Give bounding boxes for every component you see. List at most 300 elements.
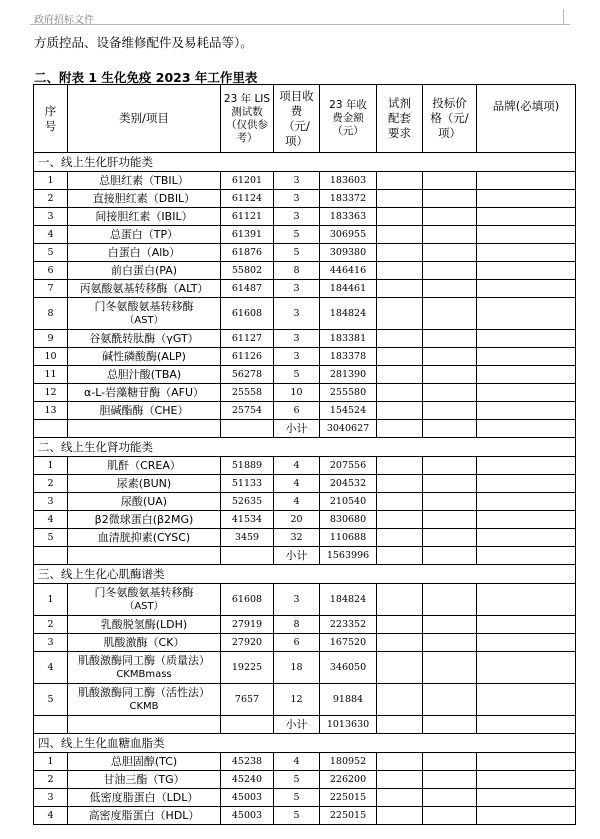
row-brand <box>477 652 576 684</box>
row-fee: 6 <box>274 402 320 420</box>
subtotal-label: 小计 <box>274 420 320 438</box>
row-amount: 306955 <box>320 226 377 244</box>
row-item-name <box>68 511 221 529</box>
row-fee: 3 <box>274 298 320 330</box>
row-number: 12 <box>34 384 68 402</box>
row-tests: 61121 <box>221 208 274 226</box>
row-brand <box>477 789 576 807</box>
row-brand <box>477 208 576 226</box>
subtotal-blank-reagent <box>377 547 423 565</box>
row-fee: 3 <box>274 348 320 366</box>
row-fee: 3 <box>274 584 320 616</box>
row-bid-price <box>423 789 477 807</box>
row-tests: 51133 <box>221 475 274 493</box>
row-amount: 184824 <box>320 584 377 616</box>
row-brand <box>477 584 576 616</box>
item-name-line: 肌酸激酶同工酶（活性法） <box>78 685 210 699</box>
row-bid-price <box>423 634 477 652</box>
row-fee: 6 <box>274 634 320 652</box>
table-row <box>34 457 576 475</box>
item-name-line: α-L-岩藻糖苷酶（AFU） <box>83 385 205 399</box>
row-brand <box>477 753 576 771</box>
item-name-line: 门冬氨酸氨基转移酶 <box>94 585 194 599</box>
item-name-line-2: CKMBmass <box>116 668 172 680</box>
item-name-line: 白蛋白（Alb） <box>107 245 181 259</box>
row-bid-price <box>423 298 477 330</box>
item-name-line: 总胆红素（TBIL） <box>99 173 189 187</box>
row-item-name <box>68 348 221 366</box>
row-reagent <box>377 652 423 684</box>
table-row <box>34 684 576 716</box>
row-bid-price <box>423 807 477 825</box>
table-row <box>34 753 576 771</box>
row-item-name <box>68 493 221 511</box>
row-amount: 830680 <box>320 511 377 529</box>
table-row <box>34 475 576 493</box>
row-number: 4 <box>34 511 68 529</box>
table-header-row <box>34 85 576 153</box>
table-row <box>34 226 576 244</box>
table-row <box>34 616 576 634</box>
row-brand <box>477 616 576 634</box>
item-name-line: 总蛋白（TP） <box>109 227 179 241</box>
row-reagent <box>377 348 423 366</box>
intro-line: 方质控品、设备维修配件及易耗品等）。 <box>34 35 253 50</box>
row-item-name <box>68 789 221 807</box>
row-brand <box>477 807 576 825</box>
subtotal-label: 小计 <box>274 547 320 565</box>
subtotal-amount: 1013630 <box>320 716 377 734</box>
subtotal-amount: 1563996 <box>320 547 377 565</box>
row-reagent <box>377 330 423 348</box>
page-header-rule <box>30 6 570 25</box>
table-row <box>34 493 576 511</box>
row-bid-price <box>423 280 477 298</box>
row-number: 1 <box>34 584 68 616</box>
row-brand <box>477 511 576 529</box>
row-brand <box>477 384 576 402</box>
row-amount: 183372 <box>320 190 377 208</box>
row-reagent <box>377 634 423 652</box>
row-brand <box>477 348 576 366</box>
item-name-line: 乳酸脱氢酶(LDH) <box>100 617 188 631</box>
row-bid-price <box>423 457 477 475</box>
row-number: 3 <box>34 634 68 652</box>
row-item-name <box>68 475 221 493</box>
header-income: 23 年收费金额（元） <box>320 85 377 153</box>
row-item-name <box>68 190 221 208</box>
subtotal-blank-item <box>68 420 221 438</box>
row-reagent <box>377 529 423 547</box>
table-row <box>34 208 576 226</box>
subtotal-blank-tests <box>221 547 274 565</box>
row-brand <box>477 280 576 298</box>
row-amount: 91884 <box>320 684 377 716</box>
row-item-name <box>68 584 221 616</box>
row-fee: 4 <box>274 753 320 771</box>
row-brand <box>477 634 576 652</box>
item-name-line: 肌酸激酶（CK） <box>103 635 185 649</box>
row-fee: 5 <box>274 789 320 807</box>
row-bid-price <box>423 208 477 226</box>
row-amount: 204532 <box>320 475 377 493</box>
row-bid-price <box>423 244 477 262</box>
table-row <box>34 366 576 384</box>
section-title: 二、附表 1 生化免疫 2023 年工作里表 <box>34 70 258 85</box>
row-amount: 110688 <box>320 529 377 547</box>
item-name-line: 丙氨酸氨基转移酶（ALT） <box>79 281 209 295</box>
row-amount: 255580 <box>320 384 377 402</box>
subtotal-blank-tests <box>221 420 274 438</box>
row-amount: 225015 <box>320 807 377 825</box>
row-bid-price <box>423 511 477 529</box>
row-tests: 45003 <box>221 789 274 807</box>
row-reagent <box>377 366 423 384</box>
row-brand <box>477 226 576 244</box>
row-reagent <box>377 280 423 298</box>
row-fee: 8 <box>274 262 320 280</box>
row-tests: 61608 <box>221 298 274 330</box>
subtotal-blank-reagent <box>377 716 423 734</box>
row-brand <box>477 262 576 280</box>
item-name-line: 高密度脂蛋白（HDL） <box>88 808 200 822</box>
row-amount: 223352 <box>320 616 377 634</box>
row-number: 1 <box>34 457 68 475</box>
row-tests: 61127 <box>221 330 274 348</box>
table-row <box>34 172 576 190</box>
row-fee: 5 <box>274 226 320 244</box>
subtotal-blank-item <box>68 716 221 734</box>
category-title: 一、线上生化肝功能类 <box>34 153 576 172</box>
row-reagent <box>377 402 423 420</box>
row-tests: 25754 <box>221 402 274 420</box>
subtotal-blank-brand <box>477 716 576 734</box>
row-item-name <box>68 634 221 652</box>
row-number: 3 <box>34 789 68 807</box>
item-name-line: 血清胱抑素(CYSC) <box>97 530 191 544</box>
row-reagent <box>377 584 423 616</box>
row-fee: 3 <box>274 208 320 226</box>
row-tests: 61608 <box>221 584 274 616</box>
row-brand <box>477 172 576 190</box>
subtotal-blank-bid <box>423 716 477 734</box>
row-item-name <box>68 616 221 634</box>
table-row <box>34 384 576 402</box>
item-name-line: 尿酸(UA) <box>120 494 168 508</box>
row-fee: 3 <box>274 190 320 208</box>
row-number: 7 <box>34 280 68 298</box>
row-reagent <box>377 190 423 208</box>
row-amount: 167520 <box>320 634 377 652</box>
row-amount: 225015 <box>320 789 377 807</box>
row-tests: 61391 <box>221 226 274 244</box>
table-row <box>34 348 576 366</box>
category-row <box>34 734 576 753</box>
table-row <box>34 330 576 348</box>
row-number: 4 <box>34 226 68 244</box>
header-brand: 品牌(必填项) <box>477 85 576 153</box>
subtotal-row <box>34 716 576 734</box>
subtotal-row <box>34 547 576 565</box>
item-name-line: 总胆固醇(TC) <box>110 754 178 768</box>
table-row <box>34 652 576 684</box>
subtotal-blank-reagent <box>377 420 423 438</box>
row-bid-price <box>423 330 477 348</box>
row-tests: 45238 <box>221 753 274 771</box>
row-tests: 52635 <box>221 493 274 511</box>
row-bid-price <box>423 172 477 190</box>
header-seq: 序号 <box>34 85 68 153</box>
category-row <box>34 438 576 457</box>
row-tests: 27919 <box>221 616 274 634</box>
row-item-name <box>68 684 221 716</box>
row-reagent <box>377 457 423 475</box>
row-bid-price <box>423 584 477 616</box>
row-reagent <box>377 172 423 190</box>
row-tests: 3459 <box>221 529 274 547</box>
row-amount: 183378 <box>320 348 377 366</box>
subtotal-blank-brand <box>477 547 576 565</box>
workload-table <box>33 84 576 825</box>
category-title: 三、线上生化心肌酶谱类 <box>34 565 576 584</box>
row-fee: 18 <box>274 652 320 684</box>
row-item-name <box>68 366 221 384</box>
row-brand <box>477 684 576 716</box>
row-bid-price <box>423 475 477 493</box>
row-amount: 309380 <box>320 244 377 262</box>
row-brand <box>477 529 576 547</box>
row-amount: 183363 <box>320 208 377 226</box>
header-reagent: 试剂配套要求 <box>377 85 423 153</box>
row-number: 5 <box>34 684 68 716</box>
item-name-line: β2微球蛋白(β2MG) <box>94 512 194 526</box>
row-bid-price <box>423 262 477 280</box>
row-reagent <box>377 262 423 280</box>
row-bid-price <box>423 684 477 716</box>
subtotal-blank-seq <box>34 716 68 734</box>
table-row <box>34 634 576 652</box>
row-amount: 183381 <box>320 330 377 348</box>
table-row <box>34 789 576 807</box>
row-brand <box>477 330 576 348</box>
row-brand <box>477 493 576 511</box>
subtotal-blank-tests <box>221 716 274 734</box>
row-amount: 210540 <box>320 493 377 511</box>
table-row <box>34 190 576 208</box>
row-item-name <box>68 529 221 547</box>
row-number: 8 <box>34 298 68 330</box>
row-tests: 51889 <box>221 457 274 475</box>
row-number: 4 <box>34 652 68 684</box>
subtotal-blank-brand <box>477 420 576 438</box>
table-row <box>34 280 576 298</box>
row-brand <box>477 771 576 789</box>
row-amount: 184461 <box>320 280 377 298</box>
table-row <box>34 244 576 262</box>
row-number: 2 <box>34 190 68 208</box>
row-reagent <box>377 208 423 226</box>
item-name-line: 肌酸激酶同工酶（质量法） <box>78 653 210 667</box>
row-bid-price <box>423 366 477 384</box>
row-number: 1 <box>34 753 68 771</box>
row-fee: 4 <box>274 457 320 475</box>
row-amount: 184824 <box>320 298 377 330</box>
row-bid-price <box>423 226 477 244</box>
page-header-label: 政府招标文件 <box>34 15 94 26</box>
row-number: 2 <box>34 616 68 634</box>
row-tests: 61126 <box>221 348 274 366</box>
row-amount: 226200 <box>320 771 377 789</box>
row-bid-price <box>423 771 477 789</box>
row-amount: 180952 <box>320 753 377 771</box>
row-number: 2 <box>34 475 68 493</box>
row-fee: 3 <box>274 280 320 298</box>
header-item: 类别/项目 <box>68 85 221 153</box>
row-bid-price <box>423 616 477 634</box>
row-item-name <box>68 208 221 226</box>
row-bid-price <box>423 348 477 366</box>
row-fee: 5 <box>274 244 320 262</box>
item-name-line: 胆碱酯酶（CHE） <box>99 403 189 417</box>
row-amount: 346050 <box>320 652 377 684</box>
row-number: 10 <box>34 348 68 366</box>
subtotal-amount: 3040627 <box>320 420 377 438</box>
row-tests: 27920 <box>221 634 274 652</box>
row-reagent <box>377 753 423 771</box>
item-name-line-2: （AST） <box>124 600 164 612</box>
row-item-name <box>68 172 221 190</box>
row-fee: 32 <box>274 529 320 547</box>
item-name-line: 低密度脂蛋白（LDL） <box>89 790 199 804</box>
row-fee: 10 <box>274 384 320 402</box>
category-row <box>34 565 576 584</box>
item-name-line: 肌酐（CREA） <box>107 458 181 472</box>
row-amount: 183603 <box>320 172 377 190</box>
row-fee: 12 <box>274 684 320 716</box>
category-row <box>34 153 576 172</box>
row-tests: 61487 <box>221 280 274 298</box>
row-reagent <box>377 684 423 716</box>
row-item-name <box>68 652 221 684</box>
item-name-line: 尿素(BUN) <box>116 476 172 490</box>
row-number: 9 <box>34 330 68 348</box>
item-name-line-2: CKMB <box>129 700 159 712</box>
row-tests: 55802 <box>221 262 274 280</box>
row-number: 2 <box>34 771 68 789</box>
item-name-line: 间接胆红素（IBIL） <box>95 209 193 223</box>
row-number: 5 <box>34 244 68 262</box>
row-item-name <box>68 330 221 348</box>
row-fee: 4 <box>274 475 320 493</box>
header-bid-price: 投标价格（元/项） <box>423 85 477 153</box>
table-row <box>34 402 576 420</box>
row-brand <box>477 457 576 475</box>
row-reagent <box>377 298 423 330</box>
row-number: 5 <box>34 529 68 547</box>
row-tests: 56278 <box>221 366 274 384</box>
row-tests: 19225 <box>221 652 274 684</box>
category-title: 四、线上生化血糖血脂类 <box>34 734 576 753</box>
row-item-name <box>68 402 221 420</box>
row-reagent <box>377 616 423 634</box>
row-reagent <box>377 807 423 825</box>
row-reagent <box>377 789 423 807</box>
row-amount: 446416 <box>320 262 377 280</box>
row-fee: 3 <box>274 330 320 348</box>
row-bid-price <box>423 529 477 547</box>
row-tests: 61876 <box>221 244 274 262</box>
subtotal-blank-seq <box>34 420 68 438</box>
row-reagent <box>377 511 423 529</box>
category-title: 二、线上生化肾功能类 <box>34 438 576 457</box>
item-name-line: 碱性磷酸酶(ALP) <box>102 349 186 363</box>
row-brand <box>477 190 576 208</box>
row-fee: 5 <box>274 366 320 384</box>
row-amount: 154524 <box>320 402 377 420</box>
table-row <box>34 298 576 330</box>
item-name-line: 门冬氨酸氨基转移酶 <box>94 299 194 313</box>
row-tests: 61124 <box>221 190 274 208</box>
row-tests: 41534 <box>221 511 274 529</box>
row-item-name <box>68 262 221 280</box>
table-row <box>34 262 576 280</box>
row-tests: 7657 <box>221 684 274 716</box>
item-name-line: 直接胆红素（DBIL） <box>92 191 196 205</box>
row-item-name <box>68 244 221 262</box>
row-item-name <box>68 298 221 330</box>
row-fee: 4 <box>274 493 320 511</box>
row-item-name <box>68 384 221 402</box>
row-tests: 25558 <box>221 384 274 402</box>
table-row <box>34 771 576 789</box>
row-reagent <box>377 771 423 789</box>
row-amount: 207556 <box>320 457 377 475</box>
row-brand <box>477 475 576 493</box>
row-item-name <box>68 771 221 789</box>
row-reagent <box>377 226 423 244</box>
subtotal-blank-bid <box>423 420 477 438</box>
item-name-line: 甘油三酯（TG） <box>103 772 185 786</box>
item-name-line: 谷氨酰转肽酶（γGT） <box>89 331 199 345</box>
row-bid-price <box>423 753 477 771</box>
row-reagent <box>377 493 423 511</box>
row-item-name <box>68 753 221 771</box>
item-name-line: 前白蛋白(PA) <box>110 263 178 277</box>
row-fee: 8 <box>274 616 320 634</box>
subtotal-blank-seq <box>34 547 68 565</box>
row-bid-price <box>423 652 477 684</box>
row-reagent <box>377 475 423 493</box>
row-bid-price <box>423 493 477 511</box>
row-number: 3 <box>34 493 68 511</box>
row-bid-price <box>423 190 477 208</box>
subtotal-blank-bid <box>423 547 477 565</box>
row-number: 6 <box>34 262 68 280</box>
row-bid-price <box>423 402 477 420</box>
subtotal-blank-item <box>68 547 221 565</box>
row-item-name <box>68 457 221 475</box>
row-number: 13 <box>34 402 68 420</box>
row-number: 11 <box>34 366 68 384</box>
header-tests: 23 年 LIS 测试数（仅供参考） <box>221 85 274 153</box>
subtotal-label: 小计 <box>274 716 320 734</box>
row-brand <box>477 402 576 420</box>
row-item-name <box>68 807 221 825</box>
table-row <box>34 511 576 529</box>
item-name-line: 总胆汁酸(TBA) <box>106 367 182 381</box>
row-amount: 281390 <box>320 366 377 384</box>
row-fee: 5 <box>274 807 320 825</box>
